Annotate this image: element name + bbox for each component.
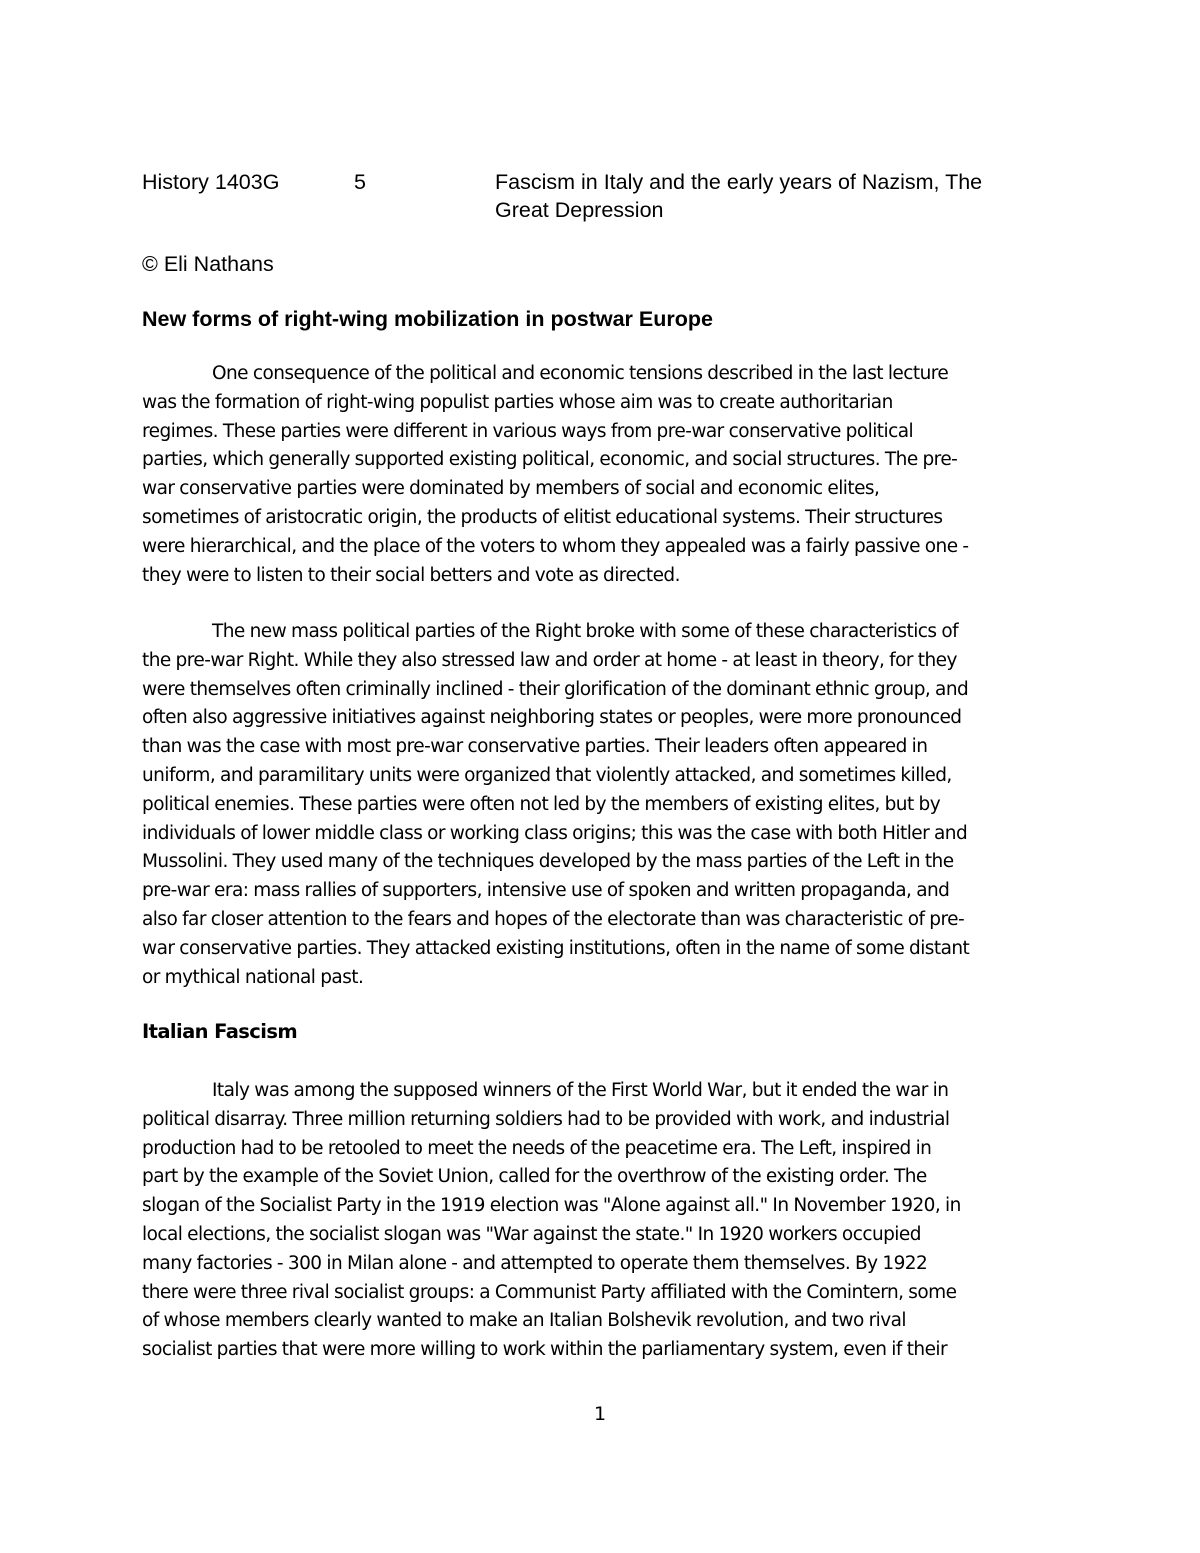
text-line: pre-war era: mass rallies of supporters, intensive use of spoken and written propaganda, and <box>142 880 950 902</box>
text-line: individuals of lower middle class or working class origins; this was the case with both Hitler and <box>142 822 968 844</box>
text-line: were themselves often criminally inclined - their glorification of the dominant ethnic group, and <box>142 678 969 700</box>
course-code: History 1403G <box>142 170 280 194</box>
page-number: 1 <box>593 1403 607 1425</box>
text-line: they were to listen to their social betters and vote as directed. <box>142 564 680 586</box>
text-line: or mythical national past. <box>142 966 364 988</box>
text-line: of whose members clearly wanted to make an Italian Bolshevik revolution, and two rival <box>142 1310 906 1332</box>
text-line: political disarray. Three million returning soldiers had to be provided with work, and industrial <box>142 1108 950 1130</box>
text-line: many factories - 300 in Milan alone - and attempted to operate them themselves. By 1922 <box>142 1252 928 1274</box>
text-line: the pre-war Right. While they also stressed law and order at home - at least in theory, for they <box>142 649 957 671</box>
text-line: were hierarchical, and the place of the voters to whom they appealed was a fairly passive one - <box>142 535 969 557</box>
text-line: was the formation of right-wing populist parties whose aim was to create authoritarian <box>142 391 893 413</box>
text-line: One consequence of the political and economic tensions described in the last lecture <box>212 363 949 384</box>
text-line: war conservative parties. They attacked existing institutions, often in the name of some distant <box>142 937 970 959</box>
text-line: sometimes of aristocratic origin, the products of elitist educational systems. Their structures <box>142 506 943 528</box>
section-heading-italian-fascism: Italian Fascism <box>142 1020 298 1043</box>
text-line: than was the case with most pre-war conservative parties. Their leaders often appeared in <box>142 736 928 758</box>
text-line: there were three rival socialist groups: a Communist Party affiliated with the Comintern, some <box>142 1281 957 1303</box>
lecture-topic-line: Fascism in Italy and the early years of Nazism, The <box>495 170 983 194</box>
text-line: part by the example of the Soviet Union, called for the overthrow of the existing order. The <box>142 1166 927 1188</box>
lecture-topic-line: Great Depression <box>495 198 664 222</box>
paragraph-italian-fascism-1 <box>142 1077 1060 1365</box>
text-line: regimes. These parties were different in various ways from pre-war conservative political <box>142 420 914 442</box>
paragraph-right-wing-2 <box>142 618 1060 992</box>
paragraph-right-wing-1 <box>142 360 1060 590</box>
text-line: socialist parties that were more willing to work within the parliamentary system, even if their <box>142 1339 948 1361</box>
text-line: parties, which generally supported existing political, economic, and social structures. The pre- <box>142 449 958 471</box>
text-line: The new mass political parties of the Right broke with some of these characteristics of <box>212 621 959 642</box>
lecture-number: 5 <box>354 170 366 194</box>
text-line: Mussolini. They used many of the techniques developed by the mass parties of the Left in the <box>142 851 954 873</box>
lecture-topic <box>495 168 1055 224</box>
text-line: also far closer attention to the fears and hopes of the electorate than was characteristic of pre- <box>142 908 965 930</box>
text-line: often also aggressive initiatives against neighboring states or peoples, were more pronounced <box>142 707 962 729</box>
text-line: local elections, the socialist slogan was "War against the state." In 1920 workers occupied <box>142 1223 921 1245</box>
section-heading-right-wing-mobilization: New forms of right-wing mobilization in postwar Europe <box>142 307 713 331</box>
copyright-notice: © Eli Nathans <box>142 252 274 276</box>
text-line: uniform, and paramilitary units were organized that violently attacked, and sometimes killed, <box>142 764 952 786</box>
text-line: Italy was among the supposed winners of the First World War, but it ended the war in <box>212 1080 949 1101</box>
text-line: slogan of the Socialist Party in the 1919 election was "Alone against all." In November 1920, in <box>142 1195 961 1217</box>
text-line: war conservative parties were dominated by members of social and economic elites, <box>142 478 880 500</box>
text-line: political enemies. These parties were often not led by the members of existing elites, but by <box>142 793 941 815</box>
text-line: production had to be retooled to meet the needs of the peacetime era. The Left, inspired in <box>142 1137 932 1159</box>
